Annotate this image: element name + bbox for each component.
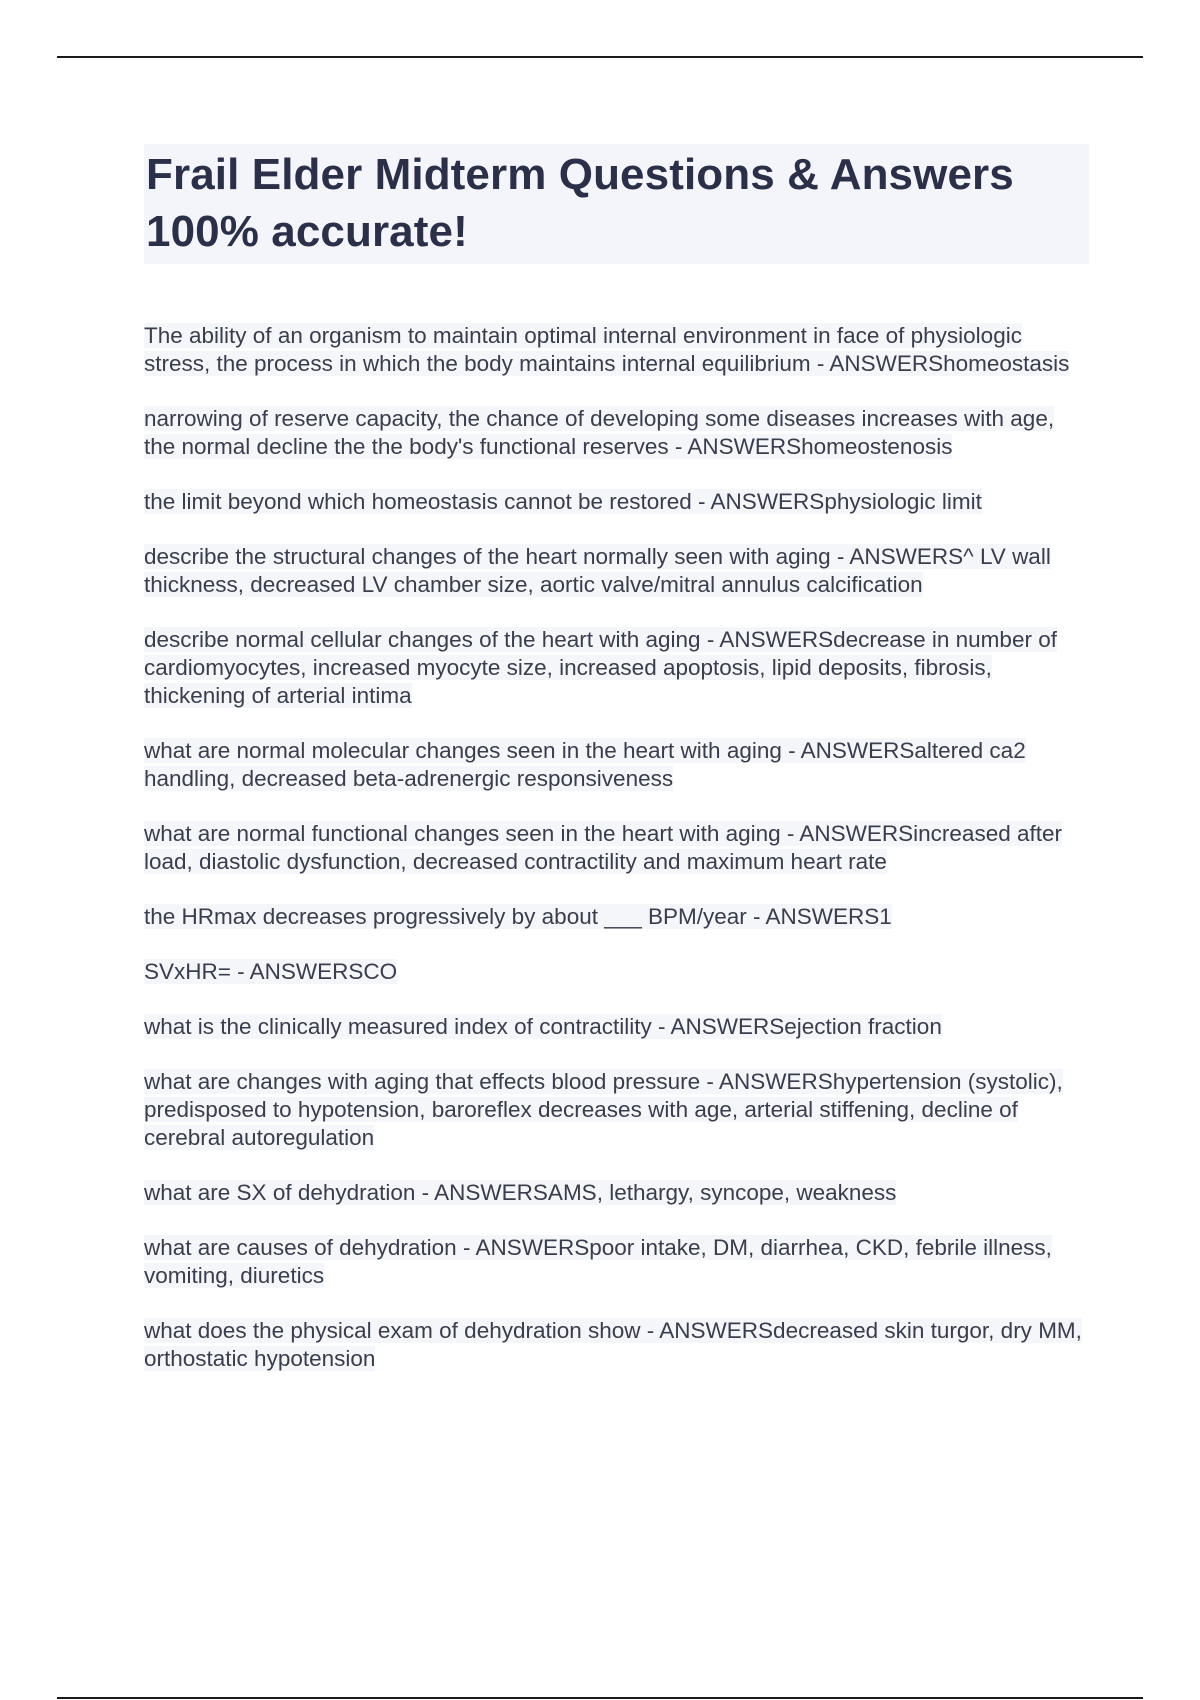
qa-list [144, 322, 1089, 1373]
qa-text: describe normal cellular changes of the heart with aging - ANSWERSdecrease in number of cardiomyocytes, increased myocyte size, increased apoptosis, lipid deposits, fibrosis, thickening of arterial intima [144, 627, 1057, 708]
qa-item [144, 1068, 1089, 1152]
qa-item [144, 488, 1089, 516]
qa-text: describe the structural changes of the heart normally seen with aging - ANSWERS^ LV wall thickness, decreased LV chamber size, aortic valve/mitral annulus calcification [144, 544, 1051, 597]
qa-item [144, 903, 1089, 931]
qa-item [144, 322, 1089, 378]
qa-item [144, 1179, 1089, 1207]
bottom-rule [57, 1697, 1143, 1699]
qa-item [144, 820, 1089, 876]
qa-text: the limit beyond which homeostasis cannot be restored - ANSWERSphysiologic limit [144, 489, 982, 514]
qa-text: what does the physical exam of dehydration show - ANSWERSdecreased skin turgor, dry MM, orthostatic hypotension [144, 1318, 1082, 1371]
document-title: Frail Elder Midterm Questions & Answers 100% accurate! [146, 150, 1014, 256]
qa-text: what are normal molecular changes seen in the heart with aging - ANSWERSaltered ca2 handling, decreased beta-adrenergic responsiveness [144, 738, 1026, 791]
qa-item [144, 1234, 1089, 1290]
qa-text: The ability of an organism to maintain optimal internal environment in face of physiologic stress, the process in which the body maintains internal equilibrium - ANSWERShomeostasis [144, 323, 1070, 376]
qa-item [144, 405, 1089, 461]
qa-item [144, 1013, 1089, 1041]
qa-item [144, 737, 1089, 793]
qa-item [144, 626, 1089, 710]
qa-text: what is the clinically measured index of contractility - ANSWERSejection fraction [144, 1014, 942, 1039]
document-page [144, 144, 1089, 1400]
title-block [144, 144, 1089, 264]
qa-text: what are causes of dehydration - ANSWERSpoor intake, DM, diarrhea, CKD, febrile illness, vomiting, diuretics [144, 1235, 1052, 1288]
qa-text: what are changes with aging that effects blood pressure - ANSWERShypertension (systolic), predisposed to hypotension, baroreflex decreases with age, arterial stiffening, decline of cerebral autoregulation [144, 1069, 1063, 1150]
qa-item [144, 1317, 1089, 1373]
qa-text: narrowing of reserve capacity, the chance of developing some diseases increases with age, the normal decline the the body's functional reserves - ANSWERShomeostenosis [144, 406, 1055, 459]
qa-text: SVxHR= - ANSWERSCO [144, 959, 398, 984]
qa-text: the HRmax decreases progressively by about ___ BPM/year - ANSWERS1 [144, 904, 892, 929]
qa-text: what are SX of dehydration - ANSWERSAMS, lethargy, syncope, weakness [144, 1180, 897, 1205]
qa-item [144, 958, 1089, 986]
top-rule [57, 56, 1143, 58]
qa-text: what are normal functional changes seen in the heart with aging - ANSWERSincreased after load, diastolic dysfunction, decreased contractility and maximum heart rate [144, 821, 1062, 874]
qa-item [144, 543, 1089, 599]
